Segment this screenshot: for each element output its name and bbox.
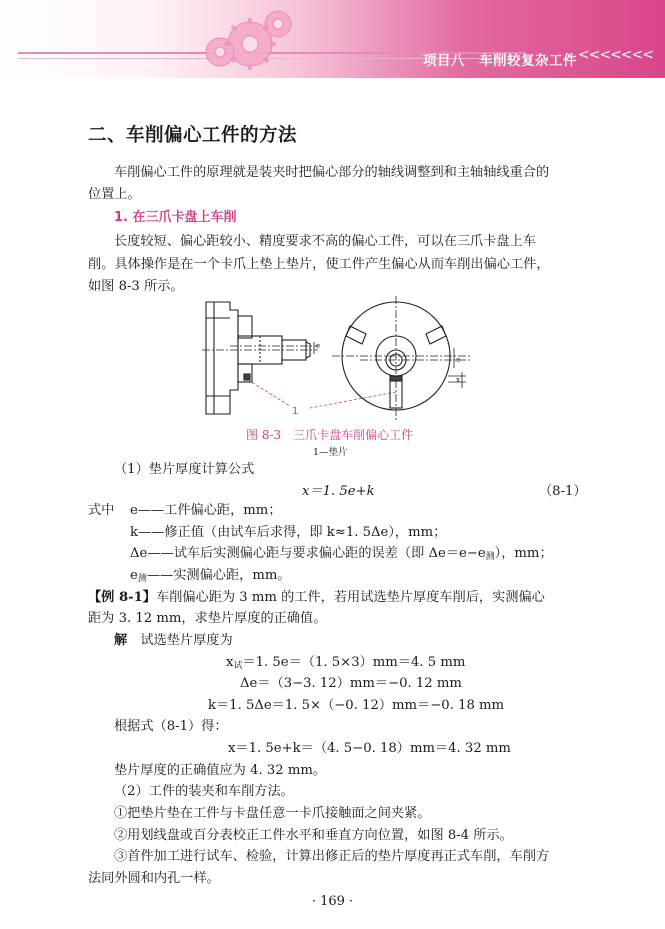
figure-legend: 1—垫片 (313, 447, 348, 458)
eq-k: k＝1. 5Δe＝1. 5×（−0. 12）mm＝−0. 18 mm (208, 698, 505, 713)
item1-title: （1）垫片厚度计算公式 (114, 462, 255, 477)
by-formula: 根据式（8-1）得： (114, 719, 228, 734)
page-number: · 169 · (311, 894, 354, 909)
step-2: ②用划线盘或百分表校正工件水平和垂直方向位置，如图 8-4 所示。 (114, 828, 513, 843)
chapter-title: 项目八 车削较复杂工件 (423, 53, 577, 69)
figure-caption: 图 8-3 三爪卡盘车削偏心工件 (246, 428, 414, 442)
eq-x: x＝1. 5e+k＝（4. 5−0. 18）mm＝4. 32 mm (228, 741, 511, 756)
example-line-1: 【例 8-1】车削偏心距为 3 mm 的工件，若用试选垫片厚度车削后，实测偏心 (88, 590, 545, 605)
step-3: ③首件加工进行试车、检验，计算出修正后的垫片厚度再正式车削，车削方 (114, 849, 550, 864)
formula-8-1: x＝1. 5e+k (302, 484, 375, 499)
label-e-left: e (316, 342, 321, 350)
eq-trial: $x_试=1$. 5e＝（1. 5×3）mm＝4. 5 mm (226, 655, 466, 671)
subsection-title: 1. 在三爪卡盘上车削 (114, 210, 237, 225)
gear-icon (180, 4, 310, 76)
result: 垫片厚度的正确值应为 4. 32 mm。 (114, 763, 327, 778)
example-line-2: 距为 3. 12 mm，求垫片厚度的正确值。 (88, 611, 327, 626)
intro-line-1: 车削偏心工件的原理就是装夹时把偏心部分的轴线调整到和主轴轴线重合的 (114, 165, 550, 180)
def-k: k——修正值（由试车后求得，即 k≈1. 5Δe），mm； (130, 525, 447, 540)
def-e: e——工件偏心距，mm； (130, 503, 282, 518)
label-x: x (456, 376, 460, 384)
solution-intro: 解 试选垫片厚度为 (114, 633, 233, 648)
section-title: 二、车削偏心工件的方法 (88, 125, 298, 146)
intro-line-2: 位置上。 (88, 187, 141, 202)
para1-line-1: 长度较短、偏心距较小、精度要求不高的偏心工件，可以在三爪卡盘上车 (114, 234, 536, 249)
chevron-decoration: <<<<<<< (577, 47, 653, 63)
formula-number: （8-1） (539, 484, 587, 499)
label-e-right: e (456, 356, 461, 364)
para1-line-2: 削。具体操作是在一个卡爪上垫上垫片，使工件产生偏心从而车削出偏心工件， (88, 257, 550, 272)
def-delta-e: Δe——试车后实测偏心距与要求偏心距的误差（即 $\Delta e=e-e_测$），mm； (130, 546, 553, 562)
para1-line-3: 如图 8-3 所示。 (88, 279, 184, 294)
label-1: 1 (292, 406, 299, 417)
step-3-cont: 法同外圆和内孔一样。 (88, 871, 220, 886)
figure-three-jaw-chuck (200, 296, 480, 421)
step-1: ①把垫片垫在工件与卡盘任意一卡爪接触面之间夹紧。 (114, 806, 431, 821)
def-e-measured: $e_测——$实测偏心距，mm。 (130, 568, 291, 584)
defs-lead: 式中 (88, 503, 115, 518)
eq-delta-e: Δe＝（3−3. 12）mm＝−0. 12 mm (240, 676, 462, 691)
item2-title: （2）工件的装夹和车削方法。 (114, 784, 294, 799)
